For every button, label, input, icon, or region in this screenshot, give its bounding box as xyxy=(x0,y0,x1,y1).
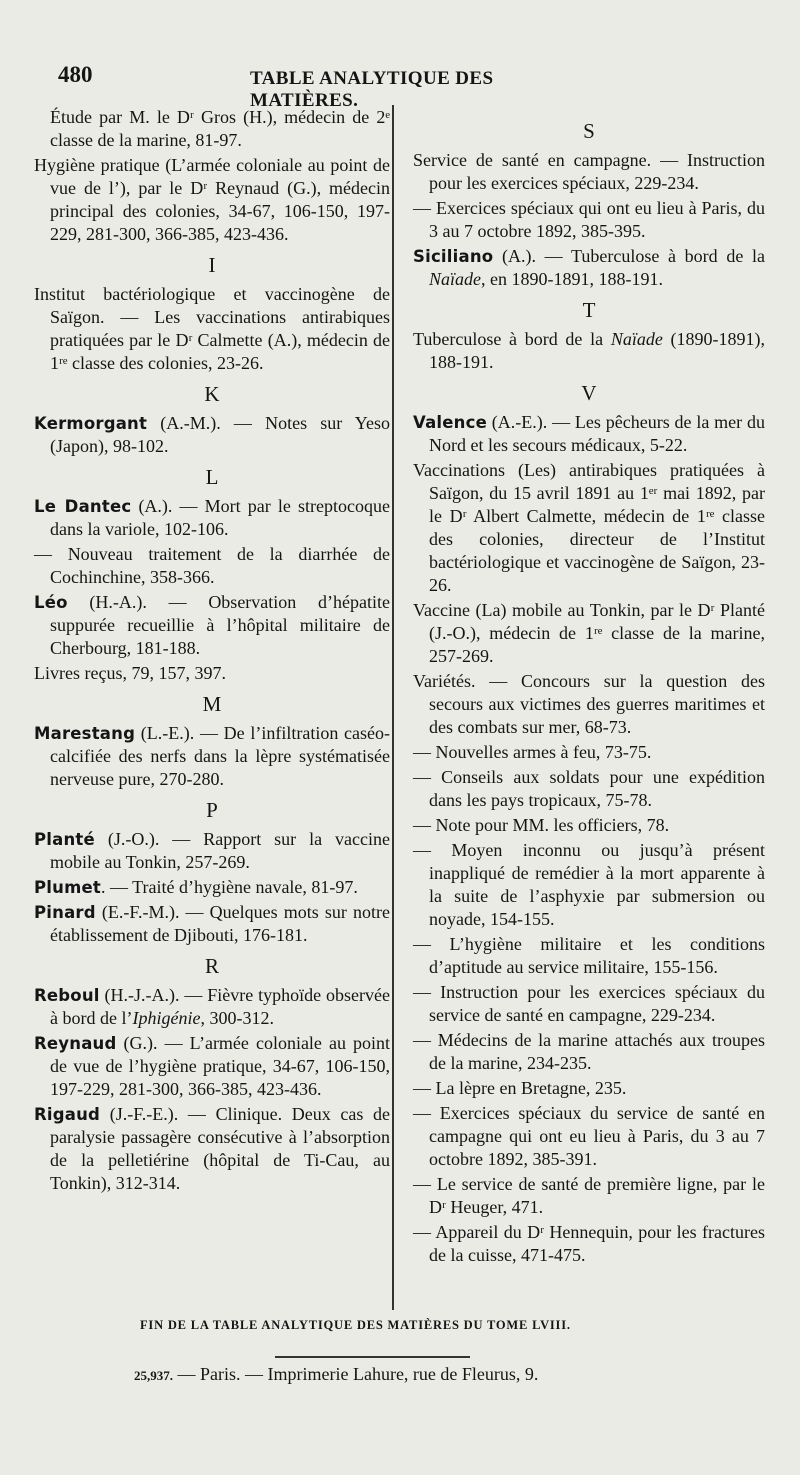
page-number: 480 xyxy=(58,62,93,87)
left-column xyxy=(34,106,390,1197)
index-entry xyxy=(34,1032,390,1101)
entry-text: — Moyen inconnu ou jusqu’à présent inappliqué de remédier à la mort apparente à la suite de l’asphyxie par submersion ou noyade, 154-155. xyxy=(413,840,765,929)
author-name: Plumet xyxy=(34,878,101,897)
entry-text: — Nouvelles armes à feu, 73-75. xyxy=(413,742,652,762)
index-entry xyxy=(34,1103,390,1195)
index-entry xyxy=(413,411,765,457)
index-entry xyxy=(413,328,765,374)
index-entry xyxy=(34,876,390,899)
printer-imprint xyxy=(134,1364,734,1385)
index-entry xyxy=(413,245,765,291)
entry-text: — Exercices spéciaux qui ont eu lieu à Paris, du 3 au 7 octobre 1892, 385-395. xyxy=(413,198,765,241)
index-entry xyxy=(413,197,765,243)
entry-text: — Exercices spéciaux du service de santé en campagne qui ont eu lieu à Paris, du 3 au 7 octobre 1892, 385-391. xyxy=(413,1103,765,1169)
entry-text: — Instruction pour les exercices spéciaux du service de santé en campagne, 229-234. xyxy=(413,982,765,1025)
index-entry xyxy=(413,814,765,837)
entry-text: Institut bactériologique et vaccinogène de Saïgon. — Les vaccinations antirabiques pratiquées par le Dʳ Calmette (A.), médecin de 1ʳᵉ classe des colonies, 23-26. xyxy=(34,284,390,373)
author-name: Marestang xyxy=(34,724,136,743)
entry-text: Livres reçus, 79, 157, 397. xyxy=(34,663,226,683)
section-letter: I xyxy=(208,253,216,277)
index-entry xyxy=(413,839,765,931)
end-of-table-note: FIN DE LA TABLE ANALYTIQUE DES MATIÈRES DU TOME LVIII. xyxy=(140,1318,571,1332)
index-entry xyxy=(413,1077,765,1100)
running-title: TABLE ANALYTIQUE DES MATIÈRES. xyxy=(250,68,494,111)
entry-text: Variétés. — Concours sur la question des secours aux victimes des guerres maritimes et des combats sur mer, 68-73. xyxy=(413,671,765,737)
entry-text: (L.-E.). — De l’infiltration caséo-calcifiée des nerfs dans la lèpre systématisée nerveuse pure, 270-280. xyxy=(50,723,390,789)
index-entry xyxy=(34,722,390,791)
entry-text: — Appareil du Dʳ Hennequin, pour les fractures de la cuisse, 471-475. xyxy=(413,1222,765,1265)
entry-text: Service de santé en campagne. — Instruction pour les exercices spéciaux, 229-234. xyxy=(413,150,765,193)
entry-text: (E.-F.-M.). — Quelques mots sur notre établissement de Djibouti, 176-181. xyxy=(50,902,390,945)
page-header xyxy=(58,62,598,111)
section-letter: P xyxy=(206,798,218,822)
entry-italic-title: Naïade xyxy=(610,329,663,349)
imprint-text: — Paris. — Imprimerie Lahure, rue de Fleurus, 9. xyxy=(177,1364,539,1384)
author-name: Pinard xyxy=(34,903,96,922)
entry-text: (H.-A.). — Observation d’hépatite suppurée recueillie à l’hôpital militaire de Cherbourg, 181-188. xyxy=(50,592,390,658)
section-letter: V xyxy=(581,381,597,405)
entry-text: Tuberculose à bord de la xyxy=(413,329,611,349)
entry-text: (G.). — L’armée coloniale au point de vue de l’hygiène pratique, 34-67, 106-150, 197-229, 281-300, 366-385, 423-436. xyxy=(50,1033,390,1099)
index-entry xyxy=(413,1221,765,1267)
index-entry xyxy=(34,828,390,874)
author-name: Le Dantec xyxy=(34,497,132,516)
index-entry xyxy=(413,981,765,1027)
entry-text: (A.-M.). — Notes sur Yeso (Japon), 98-102. xyxy=(50,413,390,456)
index-entry xyxy=(34,662,390,685)
print-number: 25,937. xyxy=(134,1368,173,1383)
right-column xyxy=(413,112,765,1269)
entry-text: (H.-J.-A.). — Fièvre typhoïde observée à bord de l’ xyxy=(50,985,390,1028)
index-entry xyxy=(34,154,390,246)
entry-text: — Nouveau traitement de la diarrhée de Cochinchine, 358-366. xyxy=(34,544,390,587)
entry-text: — Conseils aux soldats pour une expédition dans les pays tropicaux, 75-78. xyxy=(413,767,765,810)
index-entry xyxy=(34,543,390,589)
author-name: Planté xyxy=(34,830,95,849)
entry-text: Vaccinations (Les) antirabiques pratiquées à Saïgon, du 15 avril 1891 au 1ᵉʳ mai 1892, par le Dʳ Albert Calmette, médecin de 1ʳᵉ classe des colonies, directeur de l’Institut bactériologique et vaccinogène de Saïgon, 23-26. xyxy=(413,460,765,595)
index-entry xyxy=(34,495,390,541)
entry-text: Vaccine (La) mobile au Tonkin, par le Dʳ Planté (J.-O.), médecin de 1ʳᵉ classe de la marine, 257-269. xyxy=(413,600,765,666)
index-entry xyxy=(413,670,765,739)
entry-text: Hygiène pratique (L’armée coloniale au point de vue de l’), par le Dʳ Reynaud (G.), médecin principal des colonies, 34-67, 106-150, 197-229, 281-300, 366-385, 423-436. xyxy=(34,155,390,244)
section-letter: L xyxy=(205,465,219,489)
index-entry xyxy=(413,933,765,979)
column-divider xyxy=(392,105,394,1310)
index-entry xyxy=(34,283,390,375)
index-entry xyxy=(413,459,765,597)
entry-text: (A.). — Tuberculose à bord de la xyxy=(493,246,765,266)
index-entry xyxy=(413,766,765,812)
entry-text: (A.-E.). — Les pêcheurs de la mer du Nord et les secours médicaux, 5-22. xyxy=(429,412,765,455)
entry-text: (J.-F.-E.). — Clinique. Deux cas de paralysie passagère consécutive à l’absorption de la pelletiérine (hôpital de Ti-Cau, au Tonkin), 312-314. xyxy=(50,1104,390,1193)
entry-text: — La lèpre en Bretagne, 235. xyxy=(413,1078,627,1098)
index-entry xyxy=(413,1173,765,1219)
entry-text: — Note pour MM. les officiers, 78. xyxy=(413,815,670,835)
index-entry xyxy=(413,1029,765,1075)
index-entry xyxy=(34,984,390,1030)
author-name: Reboul xyxy=(34,986,100,1005)
entry-text: — Médecins de la marine attachés aux troupes de la marine, 234-235. xyxy=(413,1030,765,1073)
entry-text: Étude par M. le Dʳ Gros (H.), médecin de 2ᵉ classe de la marine, 81-97. xyxy=(50,107,390,150)
section-letter: S xyxy=(583,119,595,143)
entry-pages: , 300-312. xyxy=(200,1008,274,1028)
entry-pages: (1890-1891), 188-191. xyxy=(429,329,765,372)
author-name: Kermorgant xyxy=(34,414,148,433)
author-name: Valence xyxy=(413,413,487,432)
entry-pages: , en 1890-1891, 188-191. xyxy=(481,269,663,289)
entry-text: . — Traité d’hygiène navale, 81-97. xyxy=(100,877,358,897)
section-letter: R xyxy=(204,954,219,978)
footer-rule xyxy=(275,1356,470,1358)
author-name: Léo xyxy=(34,593,68,612)
entry-text: — L’hygiène militaire et les conditions d’aptitude au service militaire, 155-156. xyxy=(413,934,765,977)
entry-text: (J.-O.). — Rapport sur la vaccine mobile au Tonkin, 257-269. xyxy=(50,829,390,872)
index-entry xyxy=(34,591,390,660)
entry-text: (A.). — Mort par le streptocoque dans la variole, 102-106. xyxy=(50,496,390,539)
section-letter: T xyxy=(582,298,596,322)
author-name: Reynaud xyxy=(34,1034,117,1053)
entry-italic-title: Iphigénie xyxy=(132,1008,201,1028)
index-entry xyxy=(413,149,765,195)
author-name: Siciliano xyxy=(413,247,494,266)
index-entry xyxy=(413,599,765,668)
index-entry xyxy=(50,106,390,152)
section-letter: M xyxy=(202,692,222,716)
section-letter: K xyxy=(204,382,220,406)
entry-text: — Le service de santé de première ligne, par le Dʳ Heuger, 471. xyxy=(413,1174,765,1217)
index-entry xyxy=(34,412,390,458)
index-entry xyxy=(413,1102,765,1171)
entry-italic-title: Naïade xyxy=(429,269,481,289)
index-entry xyxy=(34,901,390,947)
index-entry xyxy=(413,741,765,764)
author-name: Rigaud xyxy=(34,1105,101,1124)
